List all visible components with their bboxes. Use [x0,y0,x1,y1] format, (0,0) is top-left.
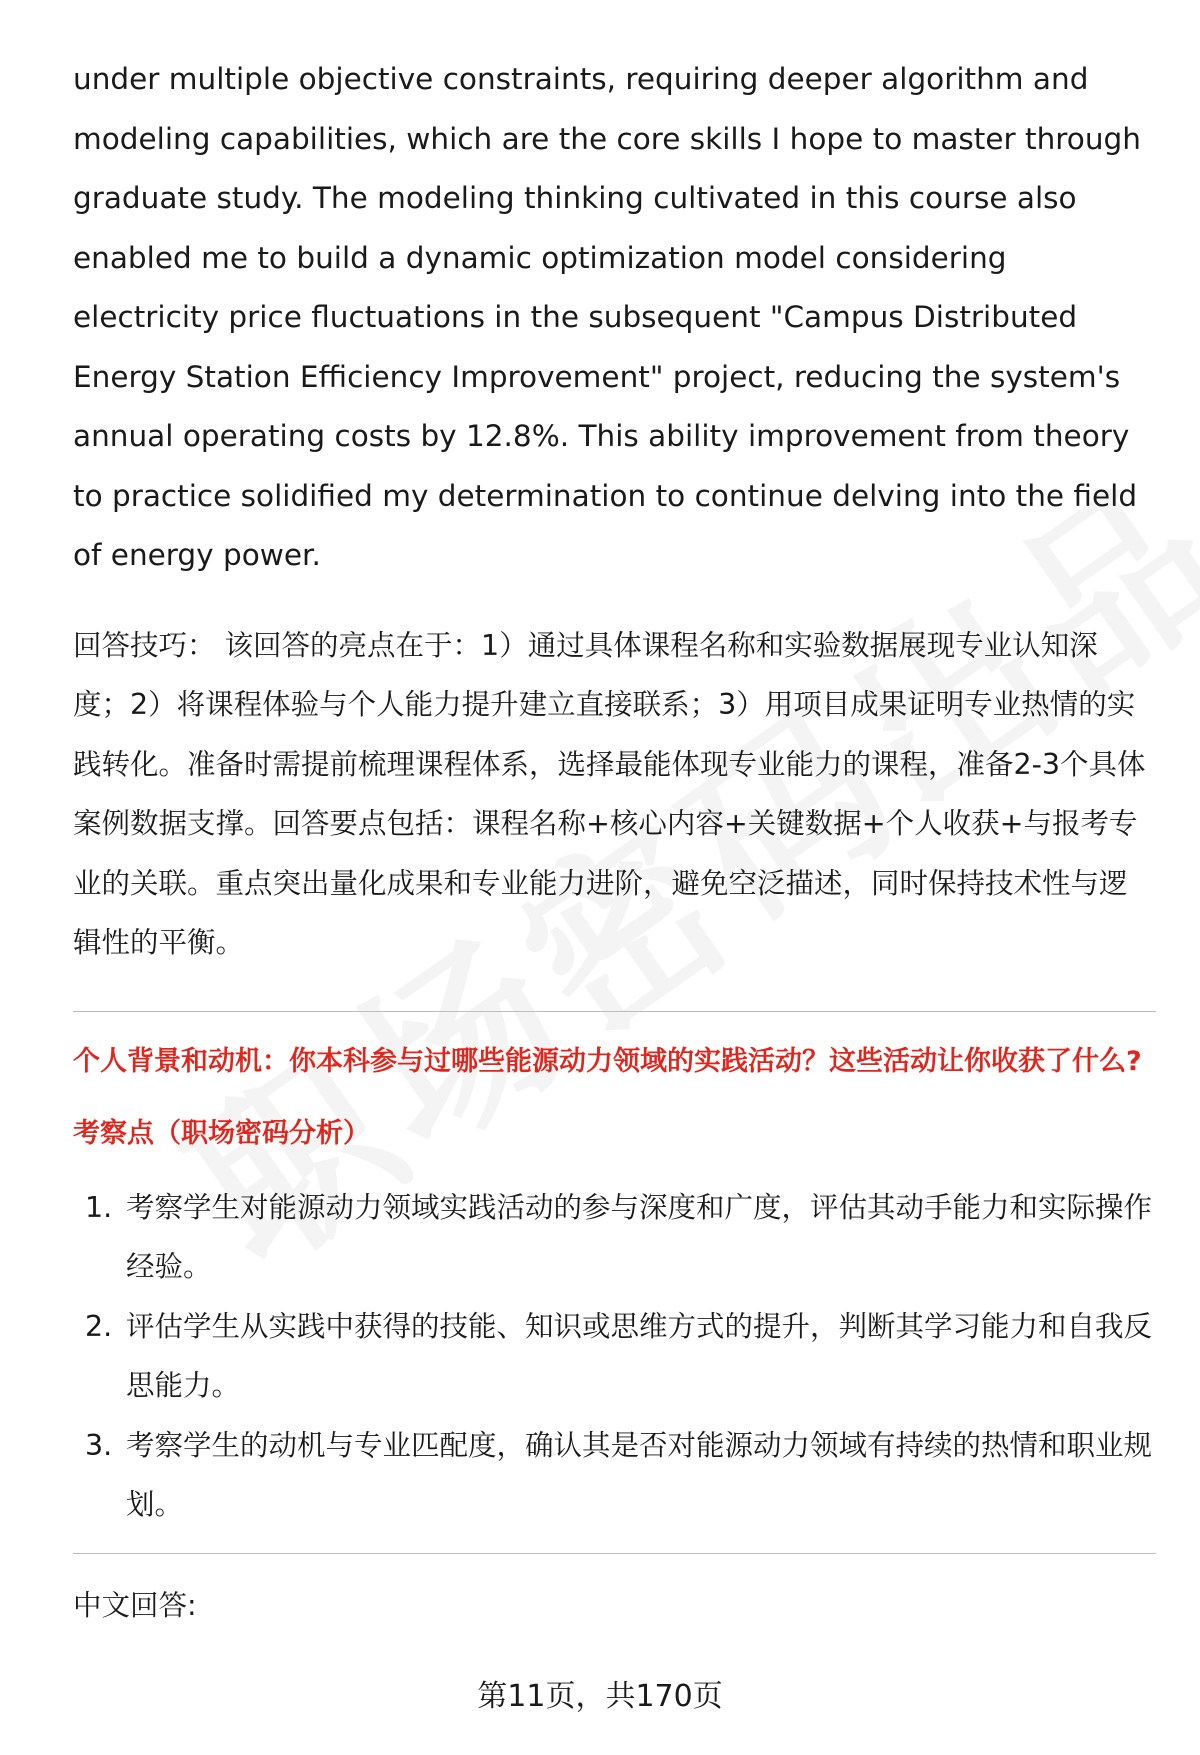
section-divider [73,1553,1156,1554]
list-item-number: 1. [85,1190,113,1224]
list-item-number: 3. [85,1428,113,1462]
list-item [73,1297,1153,1416]
assessment-points-list [73,1178,1153,1535]
section-divider [73,1011,1156,1012]
question-title: 个人背景和动机：你本科参与过哪些能源动力领域的实践活动？这些活动让你收获了什么? [73,1045,1142,1077]
assessment-points-heading: 考察点（职场密码分析） [73,1117,370,1149]
chinese-answer-label: 中文回答: [73,1588,197,1622]
english-answer-paragraph: under multiple objective constraints, requiring deeper algorithm and modeling capabilities, which are the core skills I hope to master through graduate study. The modeling thinking cultivated in this course also enabled me to build a dynamic optimization model considering electricity price fluctuations in the subsequent "Campus Distributed Energy Station Efficiency Improvement" project, reducing the system's annual operating costs by 12.8%. This ability improvement from theory to practice solidified my determination to continue delving into the field of energy power. [73,62,1141,572]
page-content [73,50,1153,1635]
list-item-text: 考察学生对能源动力领域实践活动的参与深度和广度，评估其动手能力和实际操作经验。 [126,1190,1153,1283]
list-item-text: 评估学生从实践中获得的技能、知识或思维方式的提升，判断其学习能力和自我反思能力。 [126,1309,1153,1402]
list-item-text: 考察学生的动机与专业匹配度，确认其是否对能源动力领域有持续的热情和职业规划。 [126,1428,1153,1521]
answer-tips-paragraph: 回答技巧： 该回答的亮点在于：1）通过具体课程名称和实验数据展现专业认知深度；2）将课程体验与个人能力提升建立直接联系；3）用项目成果证明专业热情的实践转化。准备时需提前梳理课程体系，选择最能体现专业能力的课程，准备2-3个具体案例数据支撑。回答要点包括：课程名称+核心内容+关键数据+个人收获+与报考专业的关联。重点突出量化成果和专业能力进阶，避免空泛描述，同时保持技术性与逻辑性的平衡。 [73,628,1146,959]
page-indicator: 第11页，共170页 [477,1679,723,1714]
list-item-number: 2. [85,1309,113,1343]
list-item [73,1178,1153,1297]
list-item [73,1416,1153,1535]
